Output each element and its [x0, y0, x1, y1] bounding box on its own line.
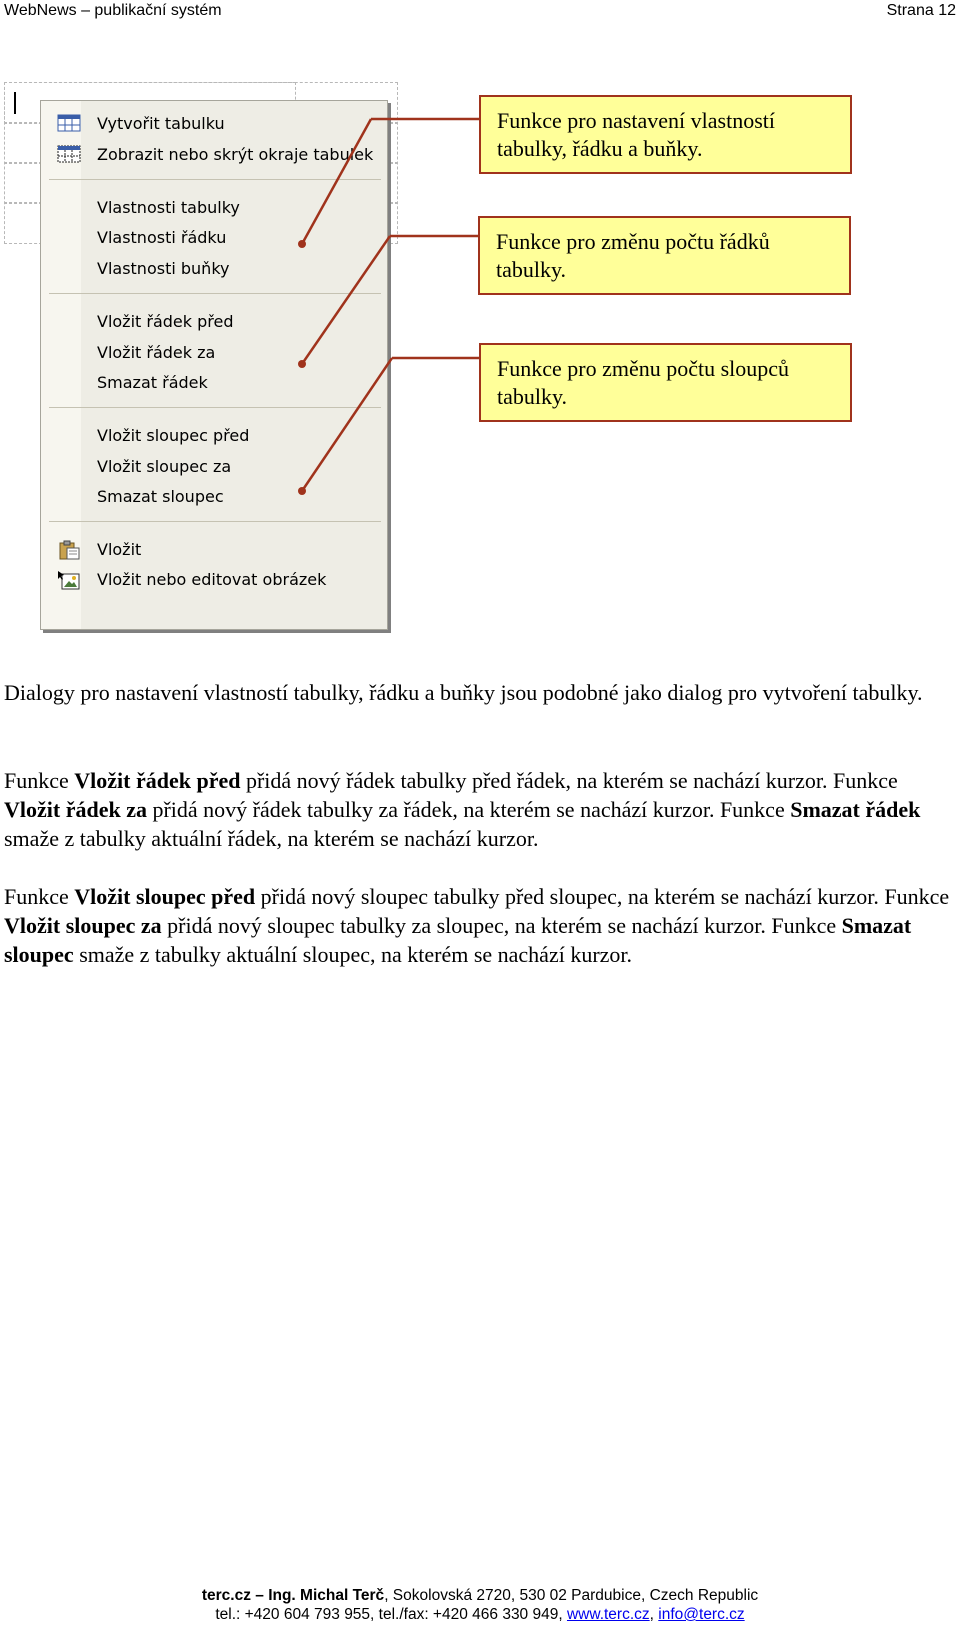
menu-item-delete-row[interactable]: Smazat řádek [97, 373, 208, 392]
link-email[interactable]: info@terc.cz [658, 1606, 745, 1623]
menu-item-table-properties[interactable]: Vlastnosti tabulky [97, 198, 240, 217]
document-title: WebNews – publikační systém [4, 2, 222, 19]
term-insert-row-after: Vložit řádek za [4, 797, 147, 822]
callout-columns: Funkce pro změnu počtu sloupců tabulky. [479, 343, 852, 422]
term-delete-column: Smazat sloupec [4, 913, 912, 967]
term-insert-column-before: Vložit sloupec před [74, 884, 256, 909]
menu-item-delete-column[interactable]: Smazat sloupec [97, 487, 224, 506]
menu-item-paste[interactable]: Vložit [97, 540, 142, 559]
paragraph-rows: Funkce Vložit řádek před přidá nový řádek tabulky před řádek, na kterém se nachází kurzor. Funkce Vložit řádek za přidá nový řádek tabulky za řádek, na kterém se nachází kurzor. Funkce Smazat řádek smaže z tabulky aktuální řádek, na kterém se nachází kurzor. [4, 768, 921, 851]
callout-properties: Funkce pro nastavení vlastností tabulky, řádku a buňky. [479, 95, 852, 174]
term-insert-row-before: Vložit řádek před [74, 768, 241, 793]
footer-contacts: tel.: +420 604 793 955, tel./fax: +420 466 330 949, www.terc.cz, info@terc.cz [215, 1606, 745, 1623]
menu-item-toggle-borders[interactable]: Zobrazit nebo skrýt okraje tabulek [97, 145, 374, 164]
paragraph-columns: Funkce Vložit sloupec před přidá nový sloupec tabulky před sloupec, na kterém se nachází kurzor. Funkce Vložit sloupec za přidá nový sloupec tabulky za sloupec, na kterém se nachází kurzor. Funkce Smazat sloupec smaže z tabulky aktuální sloupec, na kterém se nachází kurzor. [4, 884, 950, 967]
menu-item-insert-row-after[interactable]: Vložit řádek za [97, 343, 216, 362]
page-number: Strana 12 [886, 2, 956, 19]
menu-item-cell-properties[interactable]: Vlastnosti buňky [97, 259, 230, 278]
menu-item-insert-image[interactable]: Vložit nebo editovat obrázek [97, 570, 327, 589]
menu-item-create-table[interactable]: Vytvořit tabulku [97, 114, 225, 133]
callout-rows: Funkce pro změnu počtu řádků tabulky. [478, 216, 851, 295]
paragraph-dialogs: Dialogy pro nastavení vlastností tabulky, řádku a buňky jsou podobné jako dialog pro vytvoření tabulky. [4, 680, 923, 705]
term-delete-row: Smazat řádek [790, 797, 921, 822]
footer-address: terc.cz – Ing. Michal Terč, Sokolovská 2720, 530 02 Pardubice, Czech Republic [201, 1587, 759, 1604]
menu-item-insert-column-before[interactable]: Vložit sloupec před [97, 426, 250, 445]
menu-item-row-properties[interactable]: Vlastnosti řádku [97, 228, 227, 247]
term-insert-column-after: Vložit sloupec za [4, 913, 162, 938]
menu-item-insert-row-before[interactable]: Vložit řádek před [97, 312, 234, 331]
menu-item-insert-column-after[interactable]: Vložit sloupec za [97, 457, 232, 476]
link-website[interactable]: www.terc.cz [566, 1606, 650, 1623]
